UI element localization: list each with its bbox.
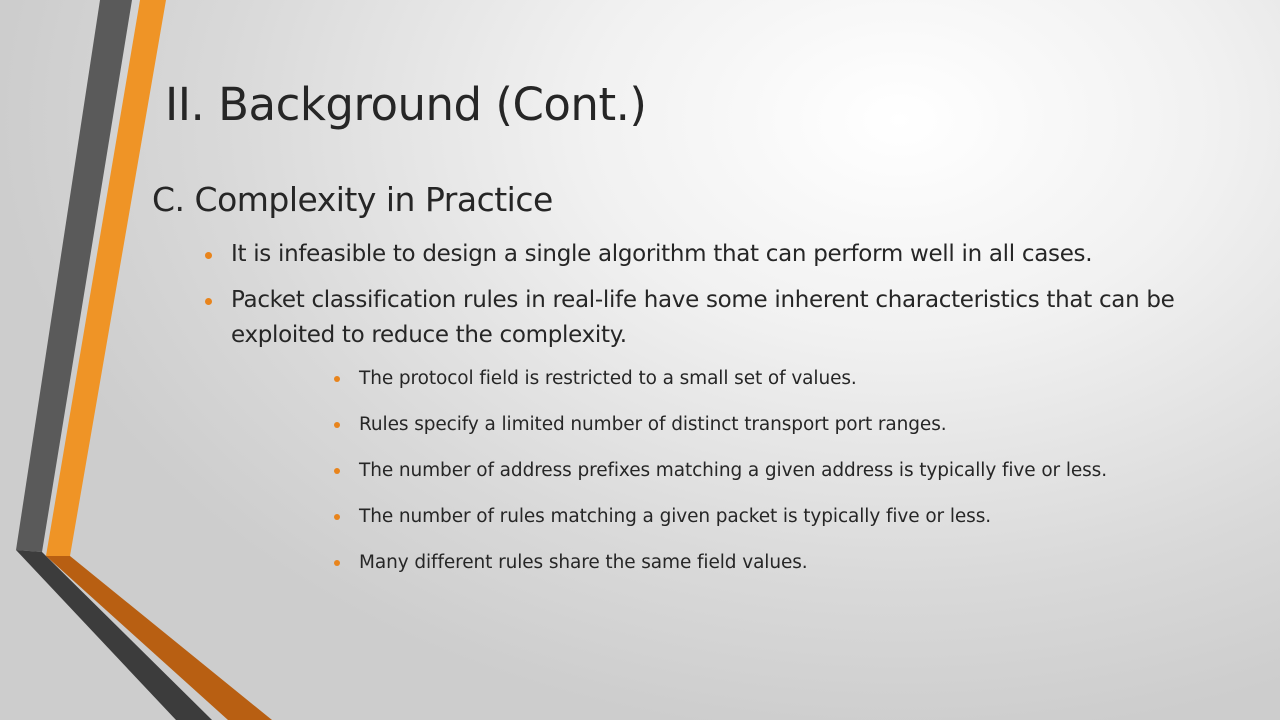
sub-bullet-item — [231, 365, 1252, 392]
sub-bullet-text: The number of address prefixes matching a given address is typically five or less. — [359, 460, 1108, 481]
bullet-list — [152, 237, 1252, 576]
sub-bullet-text: Many different rules share the same field values. — [359, 552, 808, 573]
sub-bullet-text: Rules specify a limited number of distinct transport port ranges. — [359, 414, 947, 435]
sub-bullet-text: The protocol field is restricted to a small set of values. — [359, 368, 857, 389]
bullet-item — [152, 283, 1252, 576]
bullet-dot-icon — [334, 376, 340, 382]
bullet-text: Packet classification rules in real-life have some inherent characteristics that can be exploited to reduce the complexity. — [231, 287, 1175, 348]
sub-bullet-item — [231, 457, 1252, 484]
slide-content — [152, 180, 1252, 595]
bullet-dot-icon — [334, 468, 340, 474]
bullet-dot-icon — [205, 252, 212, 259]
sub-bullet-list — [231, 365, 1252, 576]
bullet-dot-icon — [334, 560, 340, 566]
bullet-text: It is infeasible to design a single algorithm that can perform well in all cases. — [231, 241, 1093, 267]
section-subheading: C. Complexity in Practice — [152, 180, 553, 219]
sub-bullet-item — [231, 549, 1252, 576]
bullet-dot-icon — [334, 422, 340, 428]
sub-bullet-item — [231, 503, 1252, 530]
bullet-dot-icon — [205, 298, 212, 305]
sub-bullet-item — [231, 411, 1252, 438]
bullet-item — [152, 237, 1252, 272]
slide-title: II. Background (Cont.) — [165, 78, 647, 131]
sub-bullet-text: The number of rules matching a given packet is typically five or less. — [359, 506, 992, 527]
bullet-dot-icon — [334, 514, 340, 520]
